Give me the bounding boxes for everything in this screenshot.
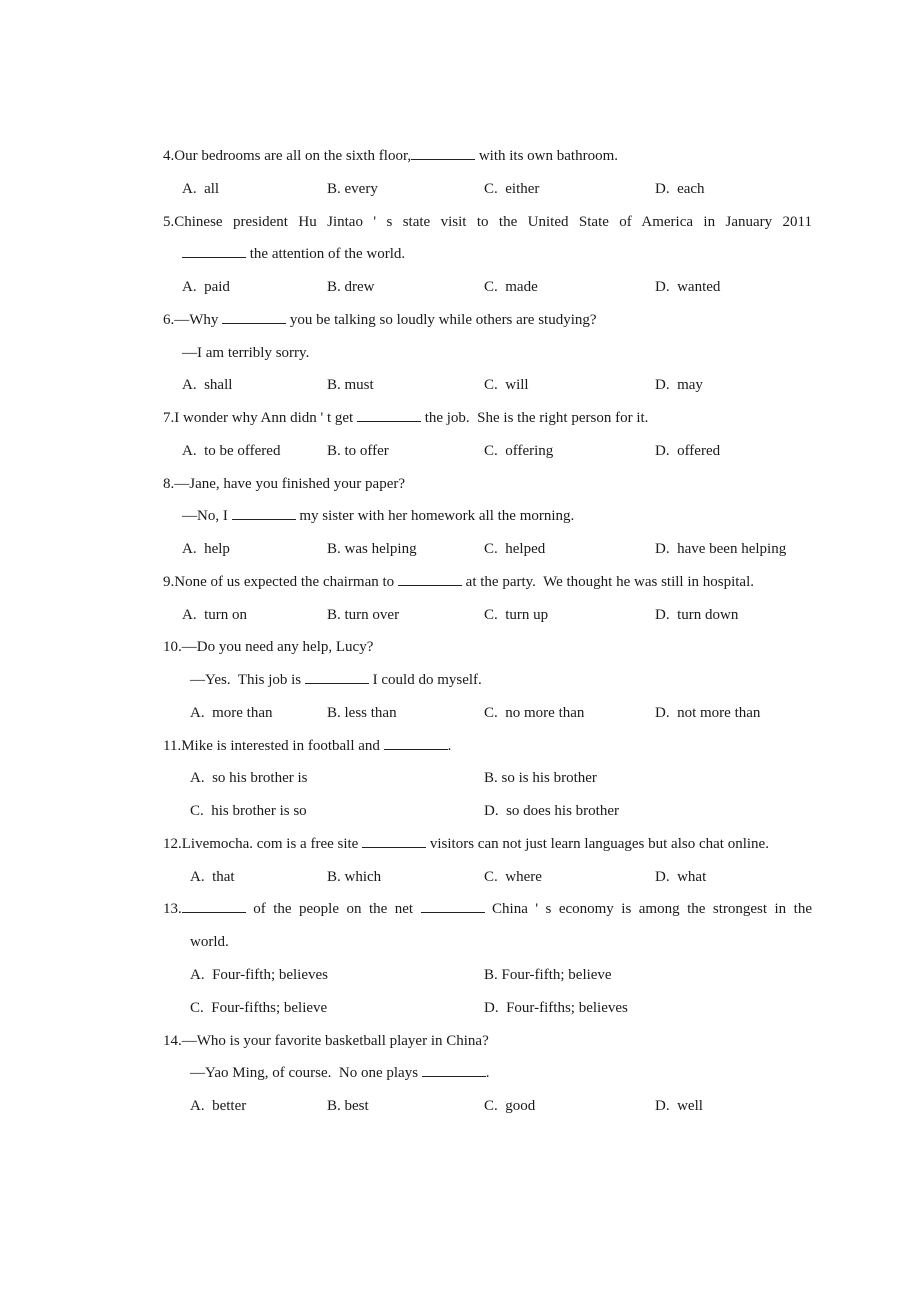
- answer-option-a: A. all: [182, 180, 220, 197]
- answer-blank: [305, 670, 369, 684]
- question-stem-line: [163, 899, 812, 919]
- answer-option-d: D. what: [655, 868, 707, 885]
- question-stem-line: [182, 244, 405, 264]
- answer-option-a: A. better: [190, 1098, 247, 1115]
- stem-text: Chinese president Hu Jintao ' s state visit to the United State of America in January 2011: [174, 213, 812, 230]
- question-stem-line: [163, 310, 597, 330]
- question-number: 4.: [163, 148, 175, 164]
- answer-option-a: A. so his brother is: [190, 770, 308, 787]
- question-number: 6.: [163, 311, 175, 328]
- question-stem-line: [163, 736, 451, 756]
- answer-option-d: D. may: [655, 377, 703, 394]
- answer-option-a: A. help: [182, 541, 230, 558]
- question-stem-line: [182, 506, 574, 526]
- question-number: 7.: [163, 410, 175, 427]
- question-stem-line: [163, 572, 754, 592]
- stem-text: .: [485, 1065, 490, 1082]
- answer-option-b: B. which: [327, 868, 382, 885]
- question-stem-line: [182, 343, 309, 363]
- question-stem-line: [163, 146, 618, 166]
- stem-text: —Do you need any help, Lucy?: [181, 639, 374, 656]
- answer-option-a: A. to be offered: [182, 442, 281, 459]
- stem-text: —Yes. This job is: [190, 672, 305, 689]
- answer-option-c: C. turn up: [484, 606, 549, 623]
- answer-option-d: D. Four-fifths; believes: [484, 999, 628, 1016]
- answer-option-b: B. less than: [327, 704, 397, 721]
- answer-option-d: D. have been helping: [655, 541, 787, 558]
- answer-option-d: D. so does his brother: [484, 803, 619, 820]
- question-stem-line: [163, 212, 812, 232]
- question-stem-line: [190, 932, 229, 952]
- stem-text: with its own bathroom.: [475, 148, 619, 164]
- stem-text: Mike is interested in football and: [181, 737, 384, 754]
- answer-option-a: A. paid: [182, 279, 230, 296]
- answer-option-d: D. well: [655, 1098, 703, 1115]
- stem-text: at the party. We thought he was still in hospital.: [461, 573, 755, 590]
- stem-text: —Jane, have you finished your paper?: [174, 475, 406, 492]
- answer-option-d: D. turn down: [655, 606, 739, 623]
- question-number: 14.: [163, 1032, 182, 1049]
- answer-option-a: A. that: [190, 868, 235, 885]
- answer-option-c: C. helped: [484, 541, 546, 558]
- answer-blank: [182, 244, 246, 258]
- answer-option-c: C. where: [484, 868, 542, 885]
- answer-option-b: B. so is his brother: [484, 770, 597, 787]
- stem-text: you be talking so loudly while others are studying?: [286, 311, 597, 328]
- stem-text: I wonder why Ann didn ' t get: [174, 410, 357, 427]
- question-stem-line: [163, 834, 769, 854]
- answer-option-d: D. wanted: [655, 279, 721, 296]
- stem-text: my sister with her homework all the morning.: [295, 508, 575, 525]
- answer-option-d: D. each: [655, 180, 705, 197]
- answer-option-d: D. not more than: [655, 704, 761, 721]
- question-stem-line: [190, 1063, 490, 1083]
- answer-blank: [222, 310, 286, 324]
- stem-text: I could do myself.: [368, 672, 482, 689]
- stem-text: —I am terribly sorry.: [182, 344, 310, 361]
- answer-option-c: C. either: [484, 180, 540, 197]
- answer-option-c: C. his brother is so: [190, 803, 307, 820]
- question-number: 10.: [163, 639, 182, 656]
- stem-text: —Why: [174, 311, 223, 328]
- answer-option-a: A. Four-fifth; believes: [190, 967, 329, 983]
- answer-option-a: A. turn on: [182, 606, 247, 623]
- answer-option-b: B. to offer: [327, 442, 389, 459]
- answer-option-c: C. made: [484, 279, 538, 296]
- stem-text: —No, I: [182, 508, 232, 525]
- answer-blank: [182, 899, 246, 913]
- question-stem-line: [163, 1031, 489, 1051]
- answer-blank: [384, 736, 448, 750]
- answer-option-a: A. more than: [190, 704, 273, 721]
- answer-option-b: B. drew: [327, 279, 375, 296]
- question-number: 12.: [163, 835, 182, 852]
- question-number: 5.: [163, 213, 175, 230]
- answer-option-b: B. best: [327, 1098, 369, 1115]
- stem-text: the job. She is the right person for it.: [420, 410, 649, 427]
- stem-text: Our bedrooms are all on the sixth floor,: [174, 148, 412, 164]
- stem-text: Livemocha. com is a free site: [181, 835, 363, 852]
- question-stem-line: [163, 637, 373, 657]
- question-stem-line: [163, 474, 405, 494]
- stem-text: world.: [190, 934, 229, 951]
- stem-text: the attention of the world.: [246, 246, 406, 263]
- stem-text: None of us expected the chairman to: [174, 573, 398, 590]
- answer-option-c: C. offering: [484, 442, 554, 459]
- answer-option-c: C. Four-fifths; believe: [190, 999, 328, 1016]
- answer-blank: [422, 1063, 486, 1077]
- stem-text: of the people on the net: [245, 901, 421, 918]
- answer-option-d: D. offered: [655, 442, 721, 459]
- answer-option-b: B. Four-fifth; believe: [484, 967, 612, 983]
- answer-option-c: C. good: [484, 1098, 536, 1115]
- question-number: 11.: [163, 737, 182, 754]
- answer-blank: [357, 408, 421, 422]
- answer-option-c: C. no more than: [484, 704, 585, 721]
- stem-text: visitors can not just learn languages but also chat online.: [426, 835, 769, 852]
- question-number: 13.: [163, 901, 182, 918]
- answer-option-c: C. will: [484, 377, 529, 394]
- answer-blank: [398, 572, 462, 586]
- stem-text: —Who is your favorite basketball player in China?: [181, 1032, 489, 1049]
- question-stem-line: [163, 408, 648, 428]
- question-number: 8.: [163, 475, 175, 492]
- question-stem-line: [190, 670, 482, 690]
- answer-blank: [411, 146, 475, 160]
- stem-text: China ' s economy is among the strongest in the: [484, 901, 812, 918]
- answer-option-a: A. shall: [182, 377, 233, 394]
- question-number: 9.: [163, 573, 175, 590]
- answer-option-b: B. was helping: [327, 541, 417, 558]
- answer-option-b: B. turn over: [327, 606, 400, 623]
- answer-blank: [421, 899, 485, 913]
- stem-text: .: [447, 737, 452, 754]
- answer-option-b: B. every: [327, 180, 378, 197]
- answer-blank: [232, 506, 296, 520]
- answer-blank: [362, 834, 426, 848]
- answer-option-b: B. must: [327, 377, 374, 394]
- stem-text: —Yao Ming, of course. No one plays: [190, 1065, 422, 1082]
